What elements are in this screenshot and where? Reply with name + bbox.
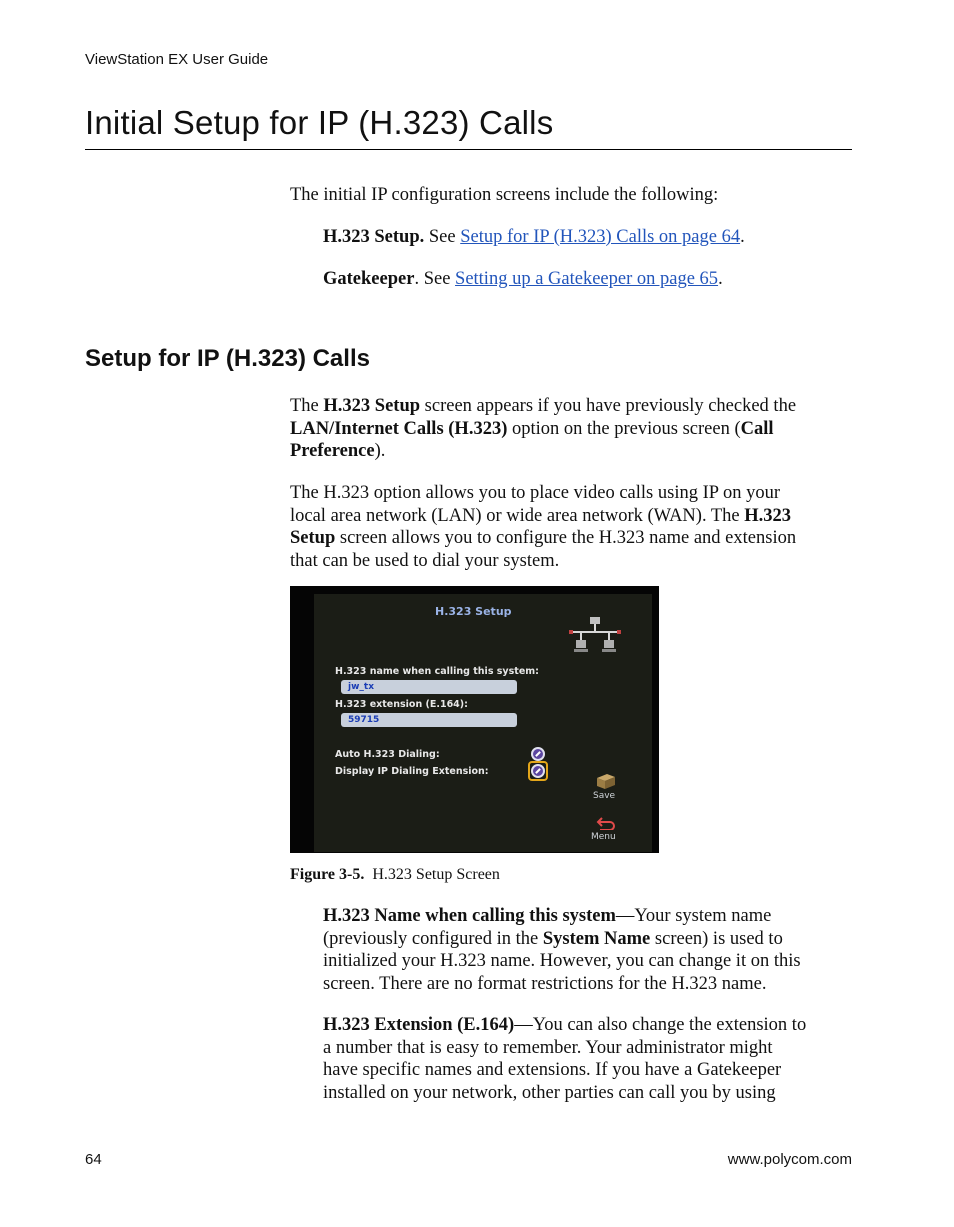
bold-run: System Name (542, 928, 651, 949)
bold-run: Setup (290, 528, 336, 549)
menu-return-icon[interactable] (596, 816, 616, 830)
extension-label: H.323 extension (E.164): (335, 699, 468, 710)
intro-item-h323-setup (323, 226, 745, 249)
intro-item-term: Gatekeeper (323, 269, 415, 289)
text-run: a number that is easy to remember. Your administrator might (323, 1037, 773, 1058)
bold-run: Call (740, 418, 774, 439)
caption-text: H.323 Setup Screen (364, 866, 500, 883)
save-icon[interactable] (595, 772, 617, 790)
screen-title: H.323 Setup (435, 605, 512, 618)
text-run: —Your system name (615, 906, 772, 926)
description-h323-name (323, 905, 801, 995)
section-paragraph-2 (290, 482, 796, 572)
intro-item-sep: . See (414, 269, 456, 289)
intro-item-sep: See (424, 227, 461, 247)
bold-run: LAN/Internet Calls (H.323) (290, 418, 508, 439)
display-extension-checkbox[interactable] (531, 764, 545, 778)
name-field[interactable]: jw_tx (341, 680, 517, 694)
footer-url: www.polycom.com (727, 1151, 852, 1168)
save-button-label[interactable]: Save (593, 791, 616, 801)
intro-item-end: . (718, 269, 723, 289)
text-run: screen appears if you have previously checked the (420, 396, 797, 416)
running-header: ViewStation EX User Guide (85, 51, 269, 68)
name-label: H.323 name when calling this system: (335, 666, 539, 677)
text-run: screen. There are no format restrictions for the H.323 name. (323, 973, 767, 994)
section-paragraph-1 (290, 395, 796, 463)
section-title: Setup for IP (H.323) Calls (85, 345, 370, 372)
bold-run: Preference (290, 441, 375, 462)
text-run: The (290, 396, 324, 416)
text-run: The H.323 option allows you to place video calls using IP on your (290, 483, 781, 503)
text-run: initialized your H.323 name. However, you can change it on this (323, 951, 801, 972)
description-h323-extension (323, 1014, 806, 1104)
text-run: ). (374, 441, 386, 462)
xref-link-gatekeeper[interactable]: Setting up a Gatekeeper on page 65 (455, 269, 719, 289)
text-run: —You can also change the extension to (514, 1015, 807, 1035)
auto-dialing-checkbox[interactable] (531, 747, 545, 761)
display-extension-label: Display IP Dialing Extension: (335, 766, 489, 777)
menu-button-label[interactable]: Menu (591, 832, 616, 842)
caption-label: Figure 3-5. (290, 866, 365, 883)
intro-item-end: . (740, 227, 745, 247)
title-rule (85, 149, 852, 150)
intro-paragraph: The initial IP configuration screens include the following: (290, 185, 719, 205)
text-run: installed on your network, other parties can call you by using (323, 1082, 776, 1103)
bold-run: H.323 Name when calling this system (323, 906, 616, 926)
text-run: have specific names and extensions. If you have a Gatekeeper (323, 1060, 782, 1081)
auto-dialing-label: Auto H.323 Dialing: (335, 749, 440, 760)
bold-run: H.323 (744, 505, 792, 526)
extension-field[interactable]: 59715 (341, 713, 517, 727)
page-number: 64 (85, 1151, 102, 1168)
network-icon (569, 616, 621, 656)
text-run: screen) is used to (650, 928, 783, 949)
intro-item-term: H.323 Setup. (323, 227, 425, 247)
intro-item-gatekeeper (323, 268, 723, 291)
text-run: (previously configured in the (323, 928, 543, 949)
text-run: screen allows you to configure the H.323 name and extension (335, 528, 797, 549)
chapter-title: Initial Setup for IP (H.323) Calls (85, 104, 554, 141)
xref-link-setup-h323[interactable]: Setup for IP (H.323) Calls on page 64 (460, 227, 741, 247)
bold-run: H.323 Extension (E.164) (323, 1015, 515, 1035)
text-run: that can be used to dial your system. (290, 550, 560, 571)
h323-setup-screenshot (290, 586, 659, 853)
figure-caption (290, 866, 500, 884)
bold-run: H.323 Setup (323, 396, 421, 416)
text-run: local area network (LAN) or wide area network (WAN). The (290, 505, 745, 526)
text-run: option on the previous screen ( (507, 418, 741, 439)
